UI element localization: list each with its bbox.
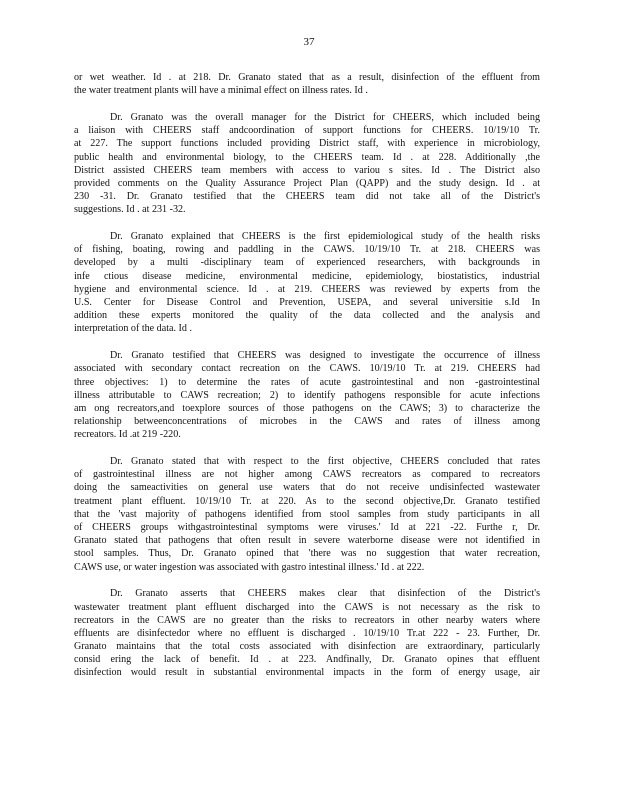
text-line: suggestions. Id . at 231 -32.: [74, 204, 186, 216]
text-line: of CHEERS groups withgastrointestinal symptoms were viruses.' Id at 221 -22. Furthe r, Dr.: [74, 522, 540, 533]
text-line: that the 'vast majority of pathogens identified from stool samples from study participants in all: [74, 508, 540, 520]
text-line: stool samples. Thus, Dr. Granato opined that 'there was no suggestion that water recreation,: [74, 548, 540, 560]
paragraph: [74, 230, 540, 336]
text-line: of fishing, boating, rowing and paddling in the CAWS. 10/19/10 Tr. at 218. CHEERS was: [74, 244, 540, 256]
text-line: effluents are disinfectedor where no effluent is discharged . 10/19/10 Tr.at 222 - 23. Further, Dr.: [74, 627, 540, 639]
text-line: associated with secondary contact recreation on the CAWS. 10/19/10 Tr. at 219. CHEERS had: [74, 363, 540, 375]
text-line: Granato stated that pathogens that often result in severe waterborne disease were not identified in: [74, 535, 540, 547]
text-line: hygiene and environmental science. Id . at 219. CHEERS was reviewed by experts from the: [74, 283, 540, 295]
text-line: am ong recreators,and toexplore sources of those pathogens on the CAWS; 3) to characterize the: [74, 402, 540, 414]
text-line: Dr. Granato stated that with respect to the first objective, CHEERS concluded that rates: [110, 456, 540, 468]
text-line: U.S. Center for Disease Control and Prevention, USEPA, and several universitie s.Id In: [74, 297, 540, 308]
text-line: infe ctious disease medicine, environmental medicine, epidemiology, biostatistics, industrial: [74, 270, 540, 282]
text-line: CAWS use, or water ingestion was associated with gastro intestinal illness.' Id . at 222.: [74, 561, 425, 573]
text-line: disinfection would result in substantial environmental impacts in the form of energy usage, air: [74, 667, 540, 679]
page-number: 37: [303, 36, 315, 48]
text-line: a liaison with CHEERS staff andcoordination of support functions for CHEERS. 10/19/10 Tr.: [74, 125, 540, 137]
text-line: recreators in the CAWS are no greater than the risks to recreators in other nearby waters where: [74, 614, 540, 626]
text-line: at 227. The support functions included providing District staff, with experience in microbiology,: [74, 138, 540, 150]
text-line: Dr. Granato testified that CHEERS was designed to investigate the occurrence of illness: [110, 350, 540, 362]
text-line: District assisted CHEERS team members with access to variou s sites. Id . The District also: [74, 164, 540, 176]
text-line: public health and environmental biology, to the CHEERS team. Id . at 228. Additionally ,the: [74, 151, 540, 163]
document-body: [74, 71, 540, 693]
text-line: Granato maintains that the total costs associated with disinfection are extraordinary, particularly: [74, 641, 540, 653]
text-line: Dr. Granato asserts that CHEERS makes clear that disinfection of the District's: [110, 588, 540, 600]
text-line: interpretation of the data. Id .: [74, 323, 192, 335]
text-line: wastewater treatment plant effluent discharged into the CAWS is not necessary as the risk to: [74, 601, 540, 613]
text-line: three objectives: 1) to determine the rates of acute gastrointestinal and non -gastrointestinal: [74, 376, 540, 388]
text-line: recreators. Id .at 219 -220.: [74, 429, 181, 441]
text-line: Dr. Granato explained that CHEERS is the first epidemiological study of the health risks: [110, 231, 540, 243]
paragraph: [74, 587, 540, 679]
paragraph: [74, 71, 540, 97]
text-line: doing the sameactivities on general use waters that do not receive undisinfected wastewater: [74, 482, 540, 494]
text-line: or wet weather. Id . at 218. Dr. Granato stated that as a result, disinfection of the effluent from: [74, 72, 540, 83]
paragraph: [74, 349, 540, 441]
paragraph: [74, 111, 540, 217]
text-line: Dr. Granato was the overall manager for the District for CHEERS, which included being: [110, 111, 540, 123]
text-line: treatment plant effluent. 10/19/10 Tr. at 220. As to the second objective,Dr. Granato testified: [74, 495, 540, 507]
text-line: provided comments on the Quality Assurance Project Plan (QAPP) and the study design. Id . at: [74, 177, 540, 189]
text-line: developed by a multi -disciplinary team of experienced researchers, with backgrounds in: [74, 257, 540, 269]
text-line: consid ering the lack of benefit. Id . at 223. Andfinally, Dr. Granato opines that effluent: [74, 654, 540, 666]
text-line: illness attributable to CAWS recreation; 2) to identify pathogens responsible for acute infections: [74, 389, 540, 401]
text-line: the water treatment plants will have a minimal effect on illness rates. Id .: [74, 85, 368, 97]
paragraph: [74, 455, 540, 574]
text-line: of gastrointestinal illness are not higher among CAWS recreators as compared to recreators: [74, 469, 540, 481]
text-line: 230 -31. Dr. Granato testified that the CHEERS team did not take all of the District's: [74, 191, 540, 203]
text-line: addition these experts monitored the quality of the data collected and the analysis and: [74, 310, 540, 322]
text-line: relationship betweenconcentrations of microbes in the CAWS and rates of illness among: [74, 416, 540, 428]
